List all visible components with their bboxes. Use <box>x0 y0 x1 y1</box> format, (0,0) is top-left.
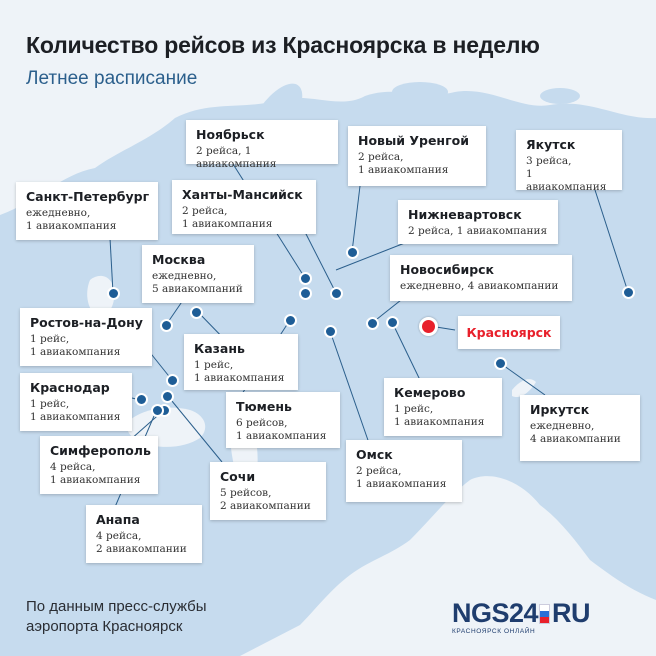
card-omsk[interactable] <box>346 440 462 502</box>
land-taymyr-islands <box>392 82 448 102</box>
card-anapa[interactable] <box>86 505 202 563</box>
map-dot-kemerovo[interactable] <box>386 316 399 329</box>
page-subtitle: Летнее расписание <box>26 68 198 89</box>
source-note: По данным пресс-службы аэропорта Красноярск <box>26 598 207 635</box>
card-city: Ноябрьск <box>196 127 265 142</box>
map-dot-krasnodar[interactable] <box>135 393 148 406</box>
map-dot-tyumen[interactable] <box>284 314 297 327</box>
card-info: 2 рейса, 1 авиакомпания <box>356 465 447 490</box>
card-city: Новый Уренгой <box>358 133 469 148</box>
card-city: Казань <box>194 341 245 356</box>
card-info: ежедневно, 4 авиакомпании <box>530 420 621 445</box>
map-dot-khanty[interactable] <box>299 287 312 300</box>
map-dot-rostov[interactable] <box>166 374 179 387</box>
map-dot-sochi[interactable] <box>161 390 174 403</box>
map-dot-kazan[interactable] <box>190 306 203 319</box>
map-dot-yakutsk[interactable] <box>622 286 635 299</box>
card-city: Ханты-Мансийск <box>182 187 303 202</box>
card-nizhnevartovsk[interactable] <box>398 200 558 244</box>
card-info: 2 рейса, 1 авиакомпания <box>196 145 277 170</box>
card-yakutsk[interactable] <box>516 130 622 193</box>
card-novy-urengoy[interactable] <box>348 126 486 186</box>
card-city: Омск <box>356 447 393 462</box>
map-dot-irkutsk[interactable] <box>494 357 507 370</box>
ngs24-logo[interactable] <box>452 600 632 636</box>
card-city: Ростов-на-Дону <box>30 315 143 330</box>
logo-text: NGS24 <box>452 598 539 628</box>
card-kazan[interactable] <box>184 334 298 390</box>
card-info: 6 рейсов, 1 авиакомпания <box>236 417 327 442</box>
card-noyabrsk[interactable] <box>186 120 338 170</box>
card-krasnodar[interactable] <box>20 373 132 431</box>
map-dot-krasnoyarsk[interactable] <box>419 317 438 336</box>
card-moscow[interactable] <box>142 245 254 303</box>
card-city: Новосибирск <box>400 262 495 277</box>
card-city: Москва <box>152 252 206 267</box>
card-info: ежедневно, 1 авиакомпания <box>26 207 117 232</box>
card-info: 1 рейс, 1 авиакомпания <box>30 333 121 358</box>
card-city: Сочи <box>220 469 256 484</box>
card-city: Санкт-Петербург <box>26 189 150 204</box>
map-dot-novosibirsk[interactable] <box>366 317 379 330</box>
map-dot-novy-urengoy[interactable] <box>346 246 359 259</box>
logo-ru: RU <box>552 598 591 628</box>
card-info: 2 рейса, 1 авиакомпания <box>408 225 548 237</box>
card-info: 2 рейса, 1 авиакомпания <box>182 205 273 230</box>
card-kemerovo[interactable] <box>384 378 502 436</box>
card-city: Нижневартовск <box>408 207 522 222</box>
card-city: Анапа <box>96 512 140 527</box>
card-spb[interactable] <box>16 182 158 240</box>
hub-label: Красноярск <box>458 316 560 349</box>
land-new-siberian-islands <box>540 88 580 104</box>
card-city: Симферополь <box>50 443 151 458</box>
card-tyumen[interactable] <box>226 392 340 448</box>
card-info: 4 рейса, 1 авиакомпания <box>50 461 141 486</box>
card-info: ежедневно, 4 авиакомпании <box>400 280 559 292</box>
map-dot-anapa[interactable] <box>151 404 164 417</box>
card-info: ежедневно, 5 авиакомпаний <box>152 270 243 295</box>
card-khanty[interactable] <box>172 180 316 234</box>
card-city: Краснодар <box>30 380 110 395</box>
card-novosibirsk[interactable] <box>390 255 572 301</box>
card-info: 2 рейса, 1 авиакомпания <box>358 151 449 176</box>
card-info: 1 рейс, 1 авиакомпания <box>30 398 121 423</box>
card-sochi[interactable] <box>210 462 326 520</box>
card-city: Кемерово <box>394 385 466 400</box>
card-city: Якутск <box>526 137 576 152</box>
card-info: 1 рейс, 1 авиакомпания <box>394 403 485 428</box>
card-info: 3 рейса, 1 авиакомпания <box>526 155 607 193</box>
logo-subtitle: КРАСНОЯРСК ОНЛАЙН <box>452 628 536 635</box>
card-city: Тюмень <box>236 399 292 414</box>
map-dot-spb[interactable] <box>107 287 120 300</box>
card-rostov[interactable] <box>20 308 152 366</box>
map-dot-omsk[interactable] <box>324 325 337 338</box>
map-dot-noyabrsk[interactable] <box>299 272 312 285</box>
logo-wordmark <box>452 600 632 627</box>
card-info: 5 рейсов, 2 авиакомпании <box>220 487 311 512</box>
flag-icon <box>540 605 549 623</box>
map-dot-moscow[interactable] <box>160 319 173 332</box>
map-dot-nizhnevartovsk[interactable] <box>330 287 343 300</box>
page-title: Количество рейсов из Красноярска в неделю <box>26 32 540 58</box>
card-info: 4 рейса, 2 авиакомпании <box>96 530 187 555</box>
card-info: 1 рейс, 1 авиакомпания <box>194 359 285 384</box>
card-irkutsk[interactable] <box>520 395 640 461</box>
card-simferopol[interactable] <box>40 436 158 494</box>
card-city: Иркутск <box>530 402 590 417</box>
